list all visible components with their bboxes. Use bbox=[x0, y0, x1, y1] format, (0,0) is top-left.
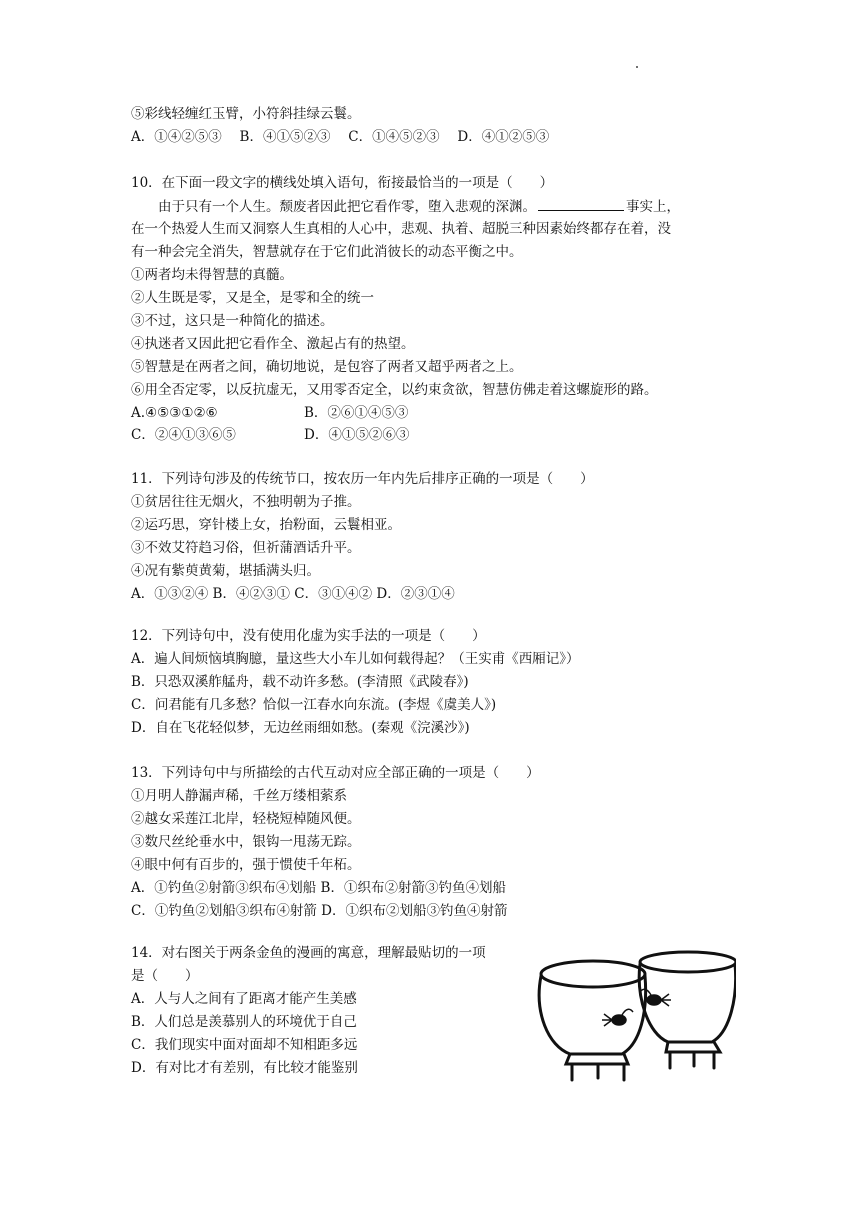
q12-option-a: A．遍人间烦恼填胸臆，量这些大小车儿如何载得起？（王实甫《西厢记》） bbox=[131, 651, 580, 667]
q10-option-b: B．②⑥①④⑤③ bbox=[304, 405, 409, 421]
q10-paragraph-line-1 bbox=[158, 196, 680, 217]
q14-stem-line-2: 是（ ） bbox=[131, 968, 199, 984]
left-bowl-rim bbox=[541, 961, 645, 987]
q14-option-d: D．有对比才有差别，有比较才能鉴别 bbox=[131, 1060, 358, 1076]
q10-option-a: A.④⑤③①②⑥ bbox=[131, 405, 218, 421]
q10-paragraph-line-2: 在一个热爱人生而又洞察人生真相的人心中，悲观、执着、超脱三种因素始终都存在着，没 bbox=[131, 221, 671, 237]
q10-stem: 10．在下面一段文字的横线处填入语句，衔接最恰当的一项是（ ） bbox=[131, 175, 554, 191]
goldfish-bowls-cartoon bbox=[536, 942, 736, 1082]
q11-options: A．①③②④ B．④②③① C．③①④② D．②③①④ bbox=[131, 586, 455, 602]
left-goldfish bbox=[612, 1015, 626, 1025]
q13-options-cd: C．①钓鱼②划船③织布④射箭 D．①织布②划船③钓鱼④射箭 bbox=[131, 903, 508, 919]
q10-para1-a: 由于只有一个人生。颓废者因此把它看作零，堕入悲观的深渊。 bbox=[158, 199, 536, 215]
q11-item-4: ④况有紫萸黄菊，堪插满头归。 bbox=[131, 563, 320, 579]
q10-item-6: ⑥用全否定零，以反抗虚无，又用零否定全，以约束贪欲，智慧仿佛走着这螺旋形的路。 bbox=[131, 382, 658, 398]
q13-item-2: ②越女采莲江北岸，轻桡短棹随风便。 bbox=[131, 811, 361, 827]
q12-option-b: B．只恐双溪舴艋舟，载不动许多愁。(李清照《武陵春》) bbox=[131, 674, 469, 690]
right-goldfish bbox=[647, 995, 661, 1005]
q10-para1-b: 事实上， bbox=[626, 199, 680, 215]
q10-paragraph-line-3: 有一种会完全消失，智慧就存在于它们此消彼长的动态平衡之中。 bbox=[131, 244, 523, 260]
q12-option-c: C．问君能有几多愁？恰似一江春水向东流。(李煜《虞美人》) bbox=[131, 697, 497, 713]
q13-item-4: ④眼中何有百步的，强于惯使千年柘。 bbox=[131, 857, 361, 873]
q14-stem-line-1: 14．对右图关于两条金鱼的漫画的寓意，理解最贴切的一项 bbox=[131, 945, 486, 961]
q13-stem: 13．下列诗句中与所描绘的古代互动对应全部正确的一项是（ ） bbox=[131, 765, 540, 781]
q10-item-4: ④执迷者又因此把它看作全、激起占有的热望。 bbox=[131, 336, 415, 352]
q10-item-1: ①两者均未得智慧的真髓。 bbox=[131, 267, 293, 283]
q10-option-d: D．④①⑤②⑥③ bbox=[304, 427, 410, 443]
q14-option-c: C．我们现实中面对面却不知相距多远 bbox=[131, 1037, 358, 1053]
q9-item-5: ⑤彩线轻缠红玉臂，小符斜挂绿云鬟。 bbox=[131, 106, 361, 122]
right-bowl-rim bbox=[640, 952, 736, 972]
q13-item-1: ①月明人静漏声稀，千丝万缕相萦系 bbox=[131, 788, 347, 804]
q12-stem: 12．下列诗句中，没有使用化虚为实手法的一项是（ ） bbox=[131, 628, 486, 644]
q10-item-2: ②人生既是零，又是全，是零和全的统一 bbox=[131, 290, 374, 306]
page-dot-mark bbox=[636, 66, 638, 68]
q11-item-3: ③不效艾符趋习俗，但祈蒲酒话升平。 bbox=[131, 540, 361, 556]
q11-item-1: ①贫居往往无烟火，不独明朝为子推。 bbox=[131, 494, 361, 510]
q12-option-d: D．自在飞花轻似梦，无边丝雨细如愁。(秦观《浣溪沙》) bbox=[131, 720, 470, 736]
q10-item-3: ③不过，这只是一种简化的描述。 bbox=[131, 313, 334, 329]
q13-options-ab: A．①钓鱼②射箭③织布④划船 B．①织布②射箭③钓鱼④划船 bbox=[131, 880, 506, 896]
q11-item-2: ②运巧思，穿针楼上女，抬粉面，云鬟相亚。 bbox=[131, 517, 401, 533]
answer-blank bbox=[538, 196, 624, 211]
q14-option-a: A．人与人之间有了距离才能产生美感 bbox=[131, 991, 357, 1007]
q11-stem: 11．下列诗句涉及的传统节口，按农历一年内先后排序正确的一项是（ ） bbox=[131, 471, 594, 487]
q9-options: A．①④②⑤③ B．④①⑤②③ C．①④⑤②③ D．④①②⑤③ bbox=[131, 129, 550, 145]
q14-option-b: B．人们总是羡慕别人的环境优于自己 bbox=[131, 1014, 357, 1030]
q10-item-5: ⑤智慧是在两者之间，确切地说，是包容了两者又超乎两者之上。 bbox=[131, 359, 523, 375]
q13-item-3: ③数尺丝纶垂水中，银钩一甩荡无踪。 bbox=[131, 834, 361, 850]
q10-option-c: C．②④①③⑥⑤ bbox=[131, 427, 236, 443]
